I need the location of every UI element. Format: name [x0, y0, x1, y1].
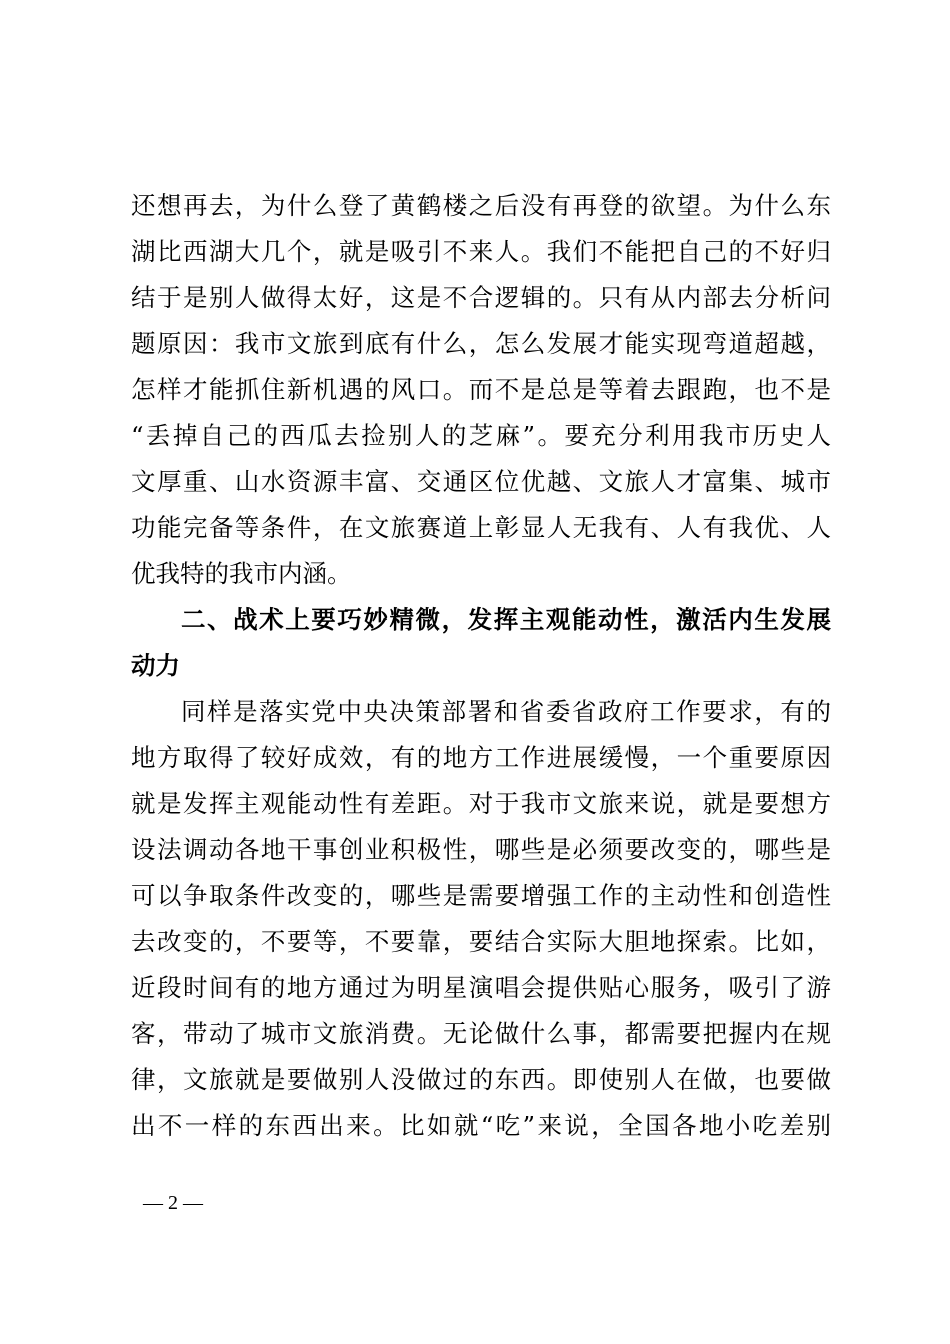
text-line: 文厚重、山水资源丰富、交通区位优越、文旅人才富集、城市 [131, 467, 831, 496]
document-body [131, 183, 831, 1149]
text-line: 优我特的我市内涵。 [131, 559, 352, 588]
text-line: 结于是别人做得太好，这是不合逻辑的。只有从内部去分析问 [131, 283, 831, 312]
text-line: 就是发挥主观能动性有差距。对于我市文旅来说，就是要想方 [131, 789, 831, 818]
heading-line: 动力 [131, 651, 180, 680]
text-line: 地方取得了较好成效，有的地方工作进展缓慢，一个重要原因 [131, 743, 831, 772]
text-line: 律，文旅就是要做别人没做过的东西。即使别人在做，也要做 [131, 1065, 831, 1094]
text-line: 题原因：我市文旅到底有什么，怎么发展才能实现弯道超越， [131, 329, 831, 358]
text-line: 功能完备等条件，在文旅赛道上彰显人无我有、人有我优、人 [131, 513, 831, 542]
text-line: 近段时间有的地方通过为明星演唱会提供贴心服务，吸引了游 [131, 973, 831, 1002]
text-line: 怎样才能抓住新机遇的风口。而不是总是等着去跟跑，也不是 [131, 375, 831, 404]
page-number: — 2 — [143, 1192, 203, 1214]
text-line: 同样是落实党中央决策部署和省委省政府工作要求，有的 [181, 697, 831, 726]
text-line: 湖比西湖大几个，就是吸引不来人。我们不能把自己的不好归 [131, 237, 831, 266]
text-line: 设法调动各地干事创业积极性，哪些是必须要改变的，哪些是 [131, 835, 831, 864]
heading-line: 二、战术上要巧妙精微，发挥主观能动性，激活内生发展 [181, 605, 831, 634]
paragraph-continuation [131, 183, 831, 597]
text-line: “丢掉自己的西瓜去捡别人的芝麻”。要充分利用我市历史人 [131, 421, 831, 450]
text-line: 客，带动了城市文旅消费。无论做什么事，都需要把握内在规 [131, 1019, 831, 1048]
text-line: 可以争取条件改变的，哪些是需要增强工作的主动性和创造性 [131, 881, 831, 910]
paragraph [131, 689, 831, 1149]
section-heading [131, 597, 831, 689]
text-line: 还想再去，为什么登了黄鹤楼之后没有再登的欲望。为什么东 [131, 191, 831, 220]
text-line: 出不一样的东西出来。比如就“吃”来说，全国各地小吃差别 [131, 1111, 831, 1140]
text-line: 去改变的，不要等，不要靠，要结合实际大胆地探索。比如， [131, 927, 831, 956]
